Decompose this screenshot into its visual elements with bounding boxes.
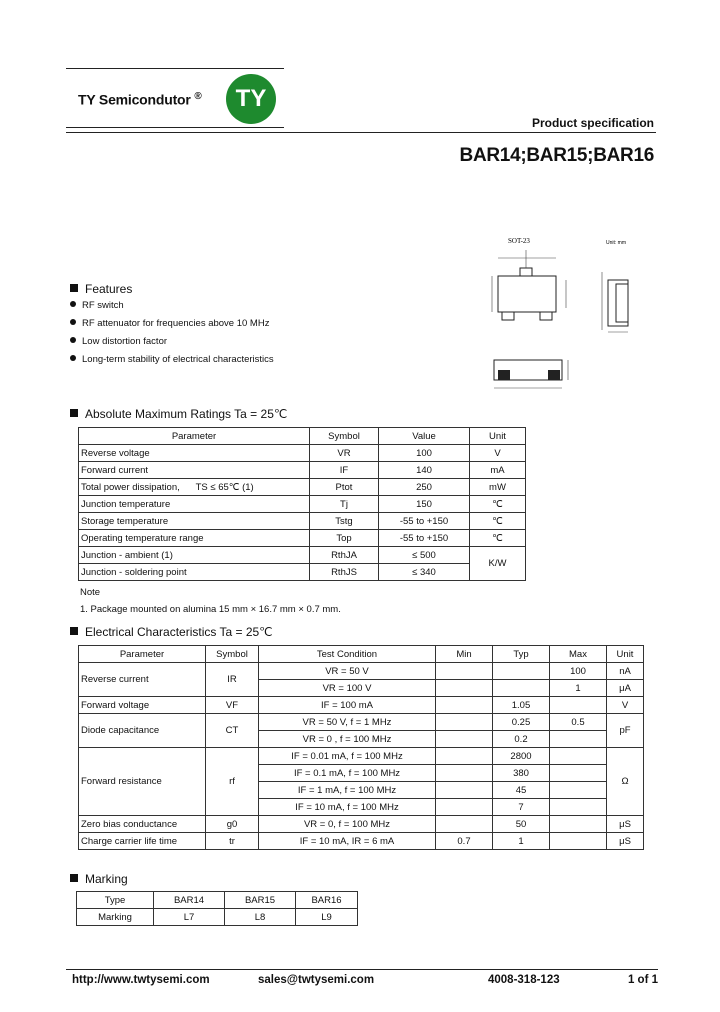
table-cell: [550, 731, 607, 748]
table-cell: Forward current: [79, 462, 310, 479]
feature-item: RF attenuator for frequencies above 10 MHz: [70, 318, 269, 329]
table-row: [79, 564, 526, 581]
table-cell: Forward voltage: [79, 697, 206, 714]
table-cell: Ptot: [310, 479, 379, 496]
table-cell: 50: [493, 816, 550, 833]
marking-table: [76, 891, 358, 926]
table-cell: RthJS: [310, 564, 379, 581]
table-cell: 1.05: [493, 697, 550, 714]
table-cell: mW: [470, 479, 526, 496]
table-cell: [436, 816, 493, 833]
table-cell: Junction - soldering point: [79, 564, 310, 581]
table-cell: 140: [379, 462, 470, 479]
table-cell: VR = 0 , f = 100 MHz: [259, 731, 436, 748]
package-unit: Unit: mm: [606, 240, 626, 246]
table-cell: [436, 782, 493, 799]
col-header: Value: [379, 428, 470, 445]
table-cell: 1: [493, 833, 550, 850]
col-header: Unit: [607, 646, 644, 663]
col-header: Symbol: [310, 428, 379, 445]
table-cell: Ω: [607, 748, 644, 816]
table-cell: nA: [607, 663, 644, 680]
note-title: Note: [80, 587, 101, 598]
table-cell: [436, 714, 493, 731]
table-cell: -55 to +150: [379, 513, 470, 530]
table-cell: CT: [206, 714, 259, 748]
table-cell: K/W: [470, 547, 526, 581]
table-cell: Charge carrier life time: [79, 833, 206, 850]
col-header: Min: [436, 646, 493, 663]
table-cell: Tstg: [310, 513, 379, 530]
sot23-package-drawing: [468, 228, 658, 414]
table-cell: Total power dissipation, TS ≤ 65℃ (1): [79, 479, 310, 496]
part-numbers-title: BAR14;BAR15;BAR16: [459, 145, 654, 166]
table-cell: 7: [493, 799, 550, 816]
table-cell: 2800: [493, 748, 550, 765]
col-header: Parameter: [79, 428, 310, 445]
table-cell: Marking: [77, 909, 154, 926]
table-cell: IF = 10 mA, f = 100 MHz: [259, 799, 436, 816]
abs-max-title: Absolute Maximum Ratings Ta = 25℃: [70, 407, 287, 421]
table-cell: 1: [550, 680, 607, 697]
marking-title: Marking: [70, 872, 128, 886]
table-cell: [550, 697, 607, 714]
table-cell: Junction - ambient (1): [79, 547, 310, 564]
col-header: Typ: [493, 646, 550, 663]
package-name: SOT-23: [508, 237, 530, 245]
table-cell: L9: [296, 909, 358, 926]
table-cell: [436, 799, 493, 816]
table-row: [79, 445, 526, 462]
footer-phone: 4008-318-123: [488, 974, 560, 986]
table-cell: μS: [607, 816, 644, 833]
table-row: [79, 833, 644, 850]
table-cell: [550, 782, 607, 799]
col-header: BAR15: [225, 892, 296, 909]
table-row: [79, 697, 644, 714]
table-row: [77, 909, 358, 926]
abs-max-table: [78, 427, 526, 581]
table-cell: tr: [206, 833, 259, 850]
col-header: Type: [77, 892, 154, 909]
product-specification-label: Product specification: [531, 116, 654, 130]
table-cell: VR = 50 V, f = 1 MHz: [259, 714, 436, 731]
table-row: [79, 479, 526, 496]
table-cell: VF: [206, 697, 259, 714]
table-cell: IF = 1 mA, f = 100 MHz: [259, 782, 436, 799]
table-cell: μA: [607, 680, 644, 697]
table-cell: ℃: [470, 496, 526, 513]
footer-website-link[interactable]: http://www.twtysemi.com: [72, 974, 210, 986]
table-cell: VR = 0, f = 100 MHz: [259, 816, 436, 833]
table-cell: IF = 0.01 mA, f = 100 MHz: [259, 748, 436, 765]
table-cell: RthJA: [310, 547, 379, 564]
table-cell: Forward resistance: [79, 748, 206, 816]
table-cell: [436, 748, 493, 765]
col-header: Test Condition: [259, 646, 436, 663]
table-cell: Storage temperature: [79, 513, 310, 530]
table-row: [79, 663, 644, 680]
table-cell: [436, 765, 493, 782]
elec-table: [78, 645, 644, 850]
table-cell: VR = 50 V: [259, 663, 436, 680]
table-cell: [493, 663, 550, 680]
table-cell: [436, 680, 493, 697]
table-cell: Diode capacitance: [79, 714, 206, 748]
table-cell: Zero bias conductance: [79, 816, 206, 833]
table-cell: 100: [379, 445, 470, 462]
table-cell: ≤ 500: [379, 547, 470, 564]
table-cell: [550, 833, 607, 850]
brand-name: TY Semicondutor ®: [78, 91, 202, 108]
col-header: Symbol: [206, 646, 259, 663]
table-cell: Reverse voltage: [79, 445, 310, 462]
table-cell: Top: [310, 530, 379, 547]
footer-page-number: 1 of 1: [627, 974, 658, 986]
table-cell: IF = 100 mA: [259, 697, 436, 714]
table-cell: VR: [310, 445, 379, 462]
table-row: [79, 816, 644, 833]
table-cell: 0.2: [493, 731, 550, 748]
table-cell: VR = 100 V: [259, 680, 436, 697]
table-cell: IR: [206, 663, 259, 697]
table-cell: [436, 663, 493, 680]
table-cell: rf: [206, 748, 259, 816]
table-cell: [436, 697, 493, 714]
footer-email-link[interactable]: sales@twtysemi.com: [258, 974, 375, 986]
table-cell: mA: [470, 462, 526, 479]
col-header: BAR14: [154, 892, 225, 909]
table-cell: g0: [206, 816, 259, 833]
table-cell: pF: [607, 714, 644, 748]
table-cell: 380: [493, 765, 550, 782]
table-cell: L8: [225, 909, 296, 926]
table-cell: IF = 0.1 mA, f = 100 MHz: [259, 765, 436, 782]
ty-logo: TY: [226, 74, 276, 124]
col-header: Parameter: [79, 646, 206, 663]
registered-mark: ®: [194, 91, 202, 102]
table-cell: ℃: [470, 530, 526, 547]
elec-title: Electrical Characteristics Ta = 25℃: [70, 625, 273, 639]
table-cell: [550, 765, 607, 782]
table-cell: Operating temperature range: [79, 530, 310, 547]
table-row: [79, 513, 526, 530]
features-title: Features: [70, 282, 132, 296]
table-cell: [550, 816, 607, 833]
table-cell: V: [607, 697, 644, 714]
table-cell: L7: [154, 909, 225, 926]
note-text: 1. Package mounted on alumina 15 mm × 16.7 mm × 0.7 mm.: [80, 604, 341, 615]
table-row: [79, 462, 526, 479]
table-cell: [550, 748, 607, 765]
table-cell: [493, 680, 550, 697]
table-cell: 250: [379, 479, 470, 496]
feature-item: RF switch: [70, 300, 124, 311]
col-header: BAR16: [296, 892, 358, 909]
feature-item: Low distortion factor: [70, 336, 167, 347]
col-header: Max: [550, 646, 607, 663]
table-row: [79, 714, 644, 731]
col-header: Unit: [470, 428, 526, 445]
table-row: [79, 530, 526, 547]
table-cell: 45: [493, 782, 550, 799]
table-cell: IF: [310, 462, 379, 479]
feature-item: Long-term stability of electrical characteristics: [70, 354, 274, 365]
table-cell: μS: [607, 833, 644, 850]
table-row: [79, 547, 526, 564]
table-cell: ≤ 340: [379, 564, 470, 581]
table-cell: 0.25: [493, 714, 550, 731]
table-cell: ℃: [470, 513, 526, 530]
table-cell: Reverse current: [79, 663, 206, 697]
table-cell: 0.5: [550, 714, 607, 731]
table-cell: [550, 799, 607, 816]
table-cell: IF = 10 mA, IR = 6 mA: [259, 833, 436, 850]
table-cell: [436, 731, 493, 748]
table-cell: 0.7: [436, 833, 493, 850]
table-cell: 100: [550, 663, 607, 680]
table-row: [79, 748, 644, 765]
table-cell: V: [470, 445, 526, 462]
table-cell: 150: [379, 496, 470, 513]
table-row: [79, 496, 526, 513]
table-cell: Junction temperature: [79, 496, 310, 513]
table-cell: Tj: [310, 496, 379, 513]
table-cell: -55 to +150: [379, 530, 470, 547]
